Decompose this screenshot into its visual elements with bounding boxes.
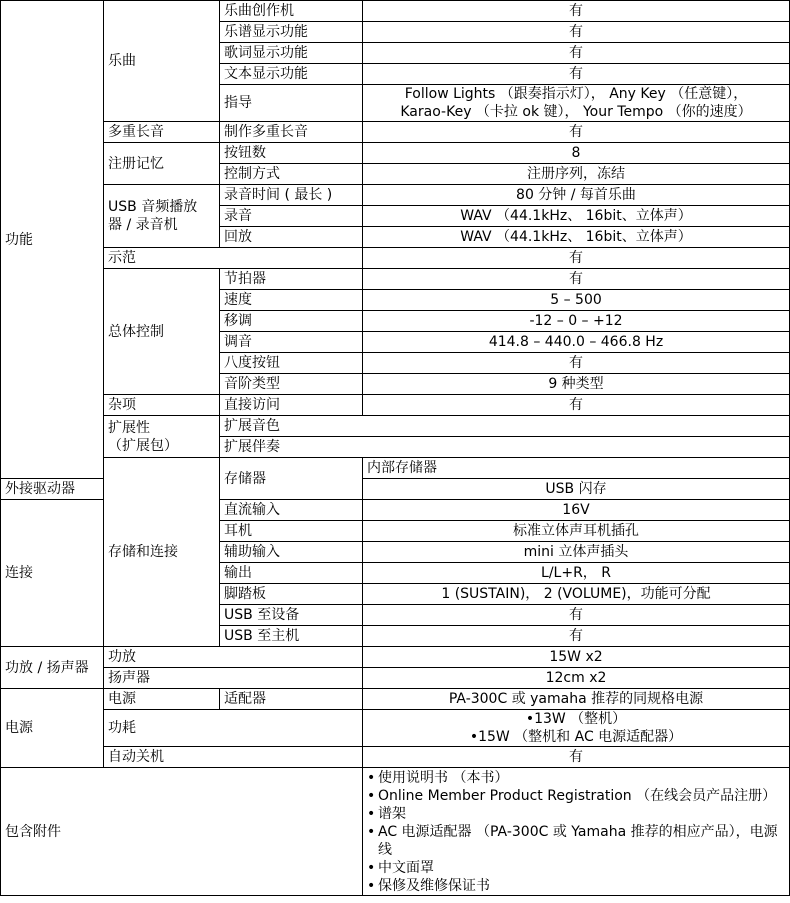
cell-line: 器 / 录音机 <box>108 217 178 233</box>
table-cell: 有 <box>363 269 790 290</box>
table-row <box>1 747 790 768</box>
specifications-body <box>1 1 790 896</box>
table-cell: 扩展伴奏 <box>220 437 790 458</box>
bullet-icon: • <box>367 806 376 822</box>
table-cell: 有 <box>363 22 790 43</box>
table-cell: 16V <box>363 500 790 521</box>
accessory-list <box>367 769 785 895</box>
table-cell: 杂项 <box>104 395 220 416</box>
table-cell: 注册记忆 <box>104 143 220 185</box>
bullet-icon: • <box>367 770 376 786</box>
table-cell: 录音时间 ( 最长 ) <box>220 185 363 206</box>
table-cell: 注册序列，冻结 <box>363 164 790 185</box>
table-cell: 直接访问 <box>220 395 363 416</box>
cell-line: Follow Lights （跟奏指示灯）， Any Key （任意键）， <box>404 86 748 102</box>
table-cell: 制作多重长音 <box>220 122 363 143</box>
table-cell: 有 <box>363 43 790 64</box>
bullet-icon: • <box>367 878 376 894</box>
table-cell: 标准立体声耳机插孔 <box>363 521 790 542</box>
table-cell: 适配器 <box>220 689 363 710</box>
table-cell: 包含附件 <box>1 768 363 896</box>
cell-line: USB 音频播放 <box>108 199 198 215</box>
table-cell: 八度按钮 <box>220 353 363 374</box>
table-row <box>1 1 790 22</box>
cell-line: Karao-Key （卡拉 ok 键）， Your Tempo （你的速度） <box>400 104 752 120</box>
table-cell: 示范 <box>104 248 363 269</box>
table-row <box>1 416 790 437</box>
list-item <box>367 787 785 805</box>
table-row <box>1 768 790 896</box>
table-cell: -12 – 0 – +12 <box>363 311 790 332</box>
list-item <box>367 823 785 859</box>
table-cell: 耳机 <box>220 521 363 542</box>
table-cell: 脚踏板 <box>220 584 363 605</box>
table-row <box>1 395 790 416</box>
table-cell: 乐曲 <box>104 1 220 122</box>
table-cell: 控制方式 <box>220 164 363 185</box>
table-row <box>1 647 790 668</box>
table-cell: 歌词显示功能 <box>220 43 363 64</box>
table-cell <box>363 768 790 896</box>
list-item <box>367 769 785 787</box>
table-cell: 有 <box>363 64 790 85</box>
bullet-icon: • <box>367 824 376 840</box>
cell-line: （扩展包） <box>108 437 178 454</box>
table-cell: 指导 <box>220 85 363 122</box>
table-cell: PA-300C 或 yamaha 推荐的同规格电源 <box>363 689 790 710</box>
table-row <box>1 122 790 143</box>
bullet-icon: • <box>367 788 376 804</box>
list-item <box>367 805 785 823</box>
table-row <box>1 689 790 710</box>
table-row <box>1 458 790 479</box>
table-row <box>1 143 790 164</box>
list-item <box>367 877 785 895</box>
cell-line: •13W （整机） <box>525 711 627 727</box>
table-cell: L/L+R， R <box>363 563 790 584</box>
table-cell <box>104 185 220 248</box>
table-cell: 乐曲创作机 <box>220 1 363 22</box>
table-cell: 扩展音色 <box>220 416 790 437</box>
table-cell: 乐谱显示功能 <box>220 22 363 43</box>
table-cell: 自动关机 <box>104 747 363 768</box>
cell-line: •15W （整机和 AC 电源适配器） <box>469 729 683 745</box>
table-row <box>1 269 790 290</box>
table-cell: 调音 <box>220 332 363 353</box>
table-cell <box>104 416 220 458</box>
list-item-text: 谱架 <box>378 806 406 822</box>
table-cell: 扬声器 <box>104 668 363 689</box>
list-item-text: 中文面罩 <box>378 860 434 876</box>
table-cell: 有 <box>363 747 790 768</box>
table-cell: 直流输入 <box>220 500 363 521</box>
cell-line: 扩展性 <box>108 419 150 436</box>
list-item <box>367 859 785 877</box>
table-cell: WAV （44.1kHz、 16bit、立体声） <box>363 206 790 227</box>
table-cell: mini 立体声插头 <box>363 542 790 563</box>
table-cell: 有 <box>363 395 790 416</box>
table-cell: 8 <box>363 143 790 164</box>
table-cell: 外接驱动器 <box>1 479 104 500</box>
table-cell: 存储和连接 <box>104 458 220 647</box>
table-cell: 12cm x2 <box>363 668 790 689</box>
table-cell: 80 分钟 / 每首乐曲 <box>363 185 790 206</box>
table-cell: 有 <box>363 626 790 647</box>
table-cell: 输出 <box>220 563 363 584</box>
table-cell: 连接 <box>1 500 104 647</box>
table-cell: 总体控制 <box>104 269 220 395</box>
table-cell: 1 (SUSTAIN)， 2 (VOLUME)，功能可分配 <box>363 584 790 605</box>
table-cell: 电源 <box>1 689 104 768</box>
list-item-text: Online Member Product Registration （在线会员产品注册） <box>378 788 777 804</box>
table-cell: WAV （44.1kHz、 16bit、立体声） <box>363 227 790 248</box>
table-cell: 功耗 <box>104 710 363 747</box>
table-cell: 功放 / 扬声器 <box>1 647 104 689</box>
table-row <box>1 248 790 269</box>
table-cell: 内部存储器 <box>363 458 790 479</box>
table-cell: 存储器 <box>220 458 363 500</box>
table-cell: 辅助输入 <box>220 542 363 563</box>
table-cell <box>363 85 790 122</box>
table-cell: 有 <box>363 248 790 269</box>
table-cell: USB 闪存 <box>363 479 790 500</box>
table-cell: 有 <box>363 353 790 374</box>
table-cell: 有 <box>363 605 790 626</box>
table-cell: 节拍器 <box>220 269 363 290</box>
table-cell: 414.8 – 440.0 – 466.8 Hz <box>363 332 790 353</box>
table-cell: 按钮数 <box>220 143 363 164</box>
table-cell: 有 <box>363 122 790 143</box>
table-cell: USB 至主机 <box>220 626 363 647</box>
table-cell: 功能 <box>1 1 104 479</box>
table-cell: 文本显示功能 <box>220 64 363 85</box>
table-cell: USB 至设备 <box>220 605 363 626</box>
table-row <box>1 185 790 206</box>
table-cell: 音阶类型 <box>220 374 363 395</box>
table-cell: 移调 <box>220 311 363 332</box>
table-cell: 5 – 500 <box>363 290 790 311</box>
table-cell: 9 种类型 <box>363 374 790 395</box>
table-cell: 多重长音 <box>104 122 220 143</box>
table-cell: 回放 <box>220 227 363 248</box>
table-row <box>1 668 790 689</box>
list-item-text: 使用说明书 （本书） <box>378 770 509 786</box>
table-cell: 有 <box>363 1 790 22</box>
bullet-icon: • <box>367 860 376 876</box>
table-row <box>1 710 790 747</box>
table-cell: 15W x2 <box>363 647 790 668</box>
list-item-text: 保修及维修保证书 <box>378 878 490 894</box>
table-cell: 电源 <box>104 689 220 710</box>
table-cell: 录音 <box>220 206 363 227</box>
table-cell: 功放 <box>104 647 363 668</box>
table-cell <box>363 710 790 747</box>
table-cell: 速度 <box>220 290 363 311</box>
list-item-text: AC 电源适配器 （PA-300C 或 Yamaha 推荐的相应产品），电源线 <box>378 824 778 858</box>
